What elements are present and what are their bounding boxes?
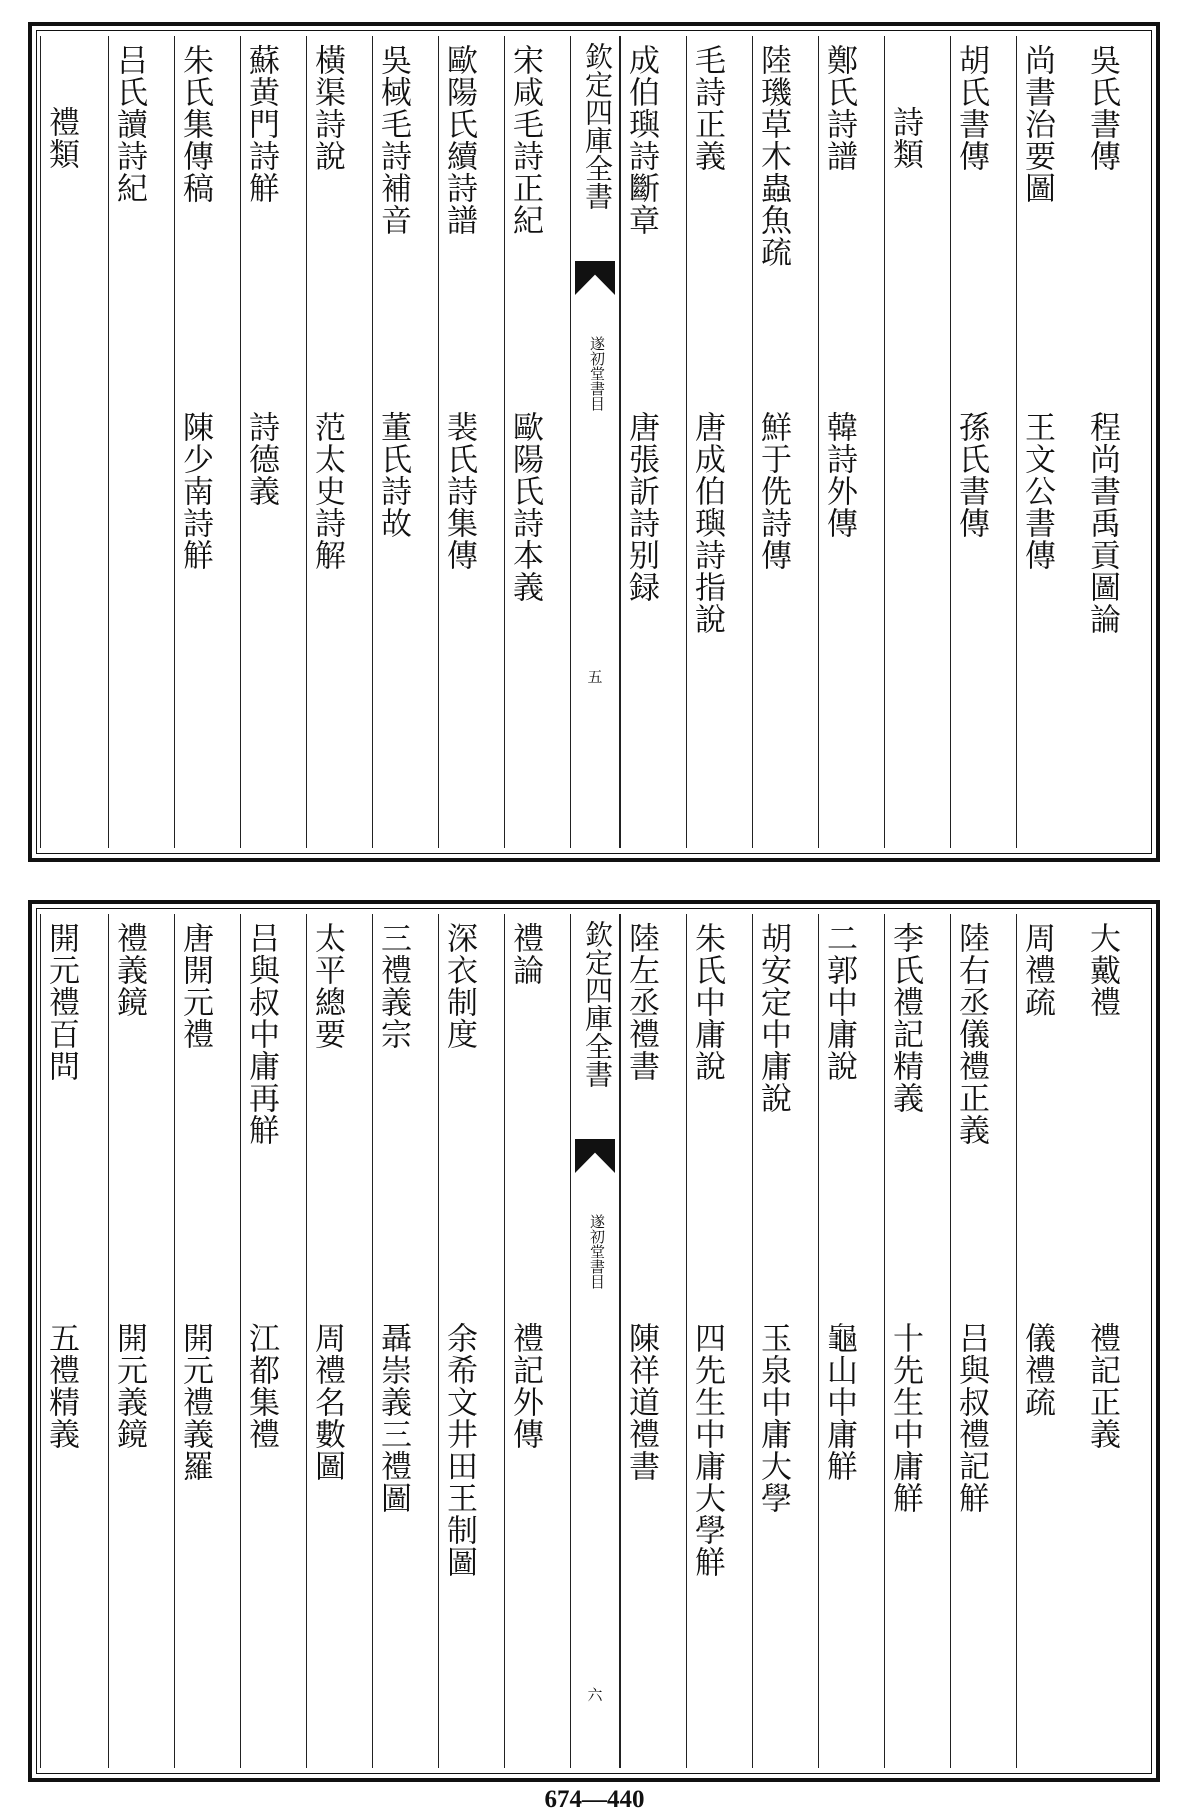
entry-title: 唐開元禮 <box>177 922 213 1050</box>
banxin-book-title: 遂初堂書目 <box>588 336 606 411</box>
entry-title: 胡氏書傳 <box>953 44 989 172</box>
entry-title: 董氏詩故 <box>375 411 411 539</box>
entry-title: 陸右丞儀禮正義 <box>953 922 989 1146</box>
text-column <box>950 36 1016 848</box>
entry-title: 余希文井田王制圖 <box>441 1322 477 1578</box>
text-column <box>884 36 950 848</box>
text-column <box>818 36 884 848</box>
entry-title: 儀禮疏 <box>1019 1322 1055 1418</box>
entry-title: 禮論 <box>507 922 543 986</box>
entry-title: 深衣制度 <box>441 922 477 1050</box>
entry-title: 朱氏集傳稿 <box>177 44 213 204</box>
entry-title: 開元禮百問 <box>43 922 79 1082</box>
text-column <box>884 914 950 1768</box>
entry-title: 胡安定中庸說 <box>755 922 791 1114</box>
text-column <box>504 36 570 848</box>
entry-title: 吳棫毛詩補音 <box>375 44 411 236</box>
entry-title: 二郭中庸說 <box>821 922 857 1082</box>
entry-title: 十先生中庸觧 <box>887 1322 923 1514</box>
entry-title: 宋咸毛詩正紀 <box>507 44 543 236</box>
entry-title: 朱氏中庸說 <box>689 922 725 1082</box>
text-column <box>1016 36 1082 848</box>
fish-tail-mark <box>575 1139 615 1173</box>
banxin-title: 欽定四庫全書 <box>581 920 614 1088</box>
entry-title: 程尚書禹貢圖論 <box>1084 411 1120 635</box>
text-column <box>372 914 438 1768</box>
entry-title: 李氏禮記精義 <box>887 922 923 1114</box>
entry-title: 成伯璵詩斷章 <box>623 44 659 236</box>
text-column <box>1082 36 1148 848</box>
text-column <box>686 36 752 848</box>
entry-title: 四先生中庸大學觧 <box>689 1322 725 1578</box>
page-number: 674—440 <box>544 1786 645 1813</box>
top-page-panel <box>28 22 1160 862</box>
entry-title: 陸左丞禮書 <box>623 922 659 1082</box>
entry-title: 聶崇義三禮圖 <box>375 1322 411 1514</box>
entry-title: 開元禮義羅 <box>177 1322 213 1482</box>
text-column <box>620 36 686 848</box>
text-column <box>40 914 108 1768</box>
text-column <box>1082 914 1148 1768</box>
entry-title: 五禮精義 <box>43 1322 79 1450</box>
center-fold-banxin <box>570 36 620 848</box>
entry-title: 太平總要 <box>309 922 345 1050</box>
text-column <box>1016 914 1082 1768</box>
entry-title: 尚書治要圖 <box>1019 44 1055 204</box>
entry-title: 周禮名數圖 <box>309 1322 345 1482</box>
text-column <box>306 914 372 1768</box>
text-column <box>950 914 1016 1768</box>
text-column <box>686 914 752 1768</box>
entry-title: 鮮于侁詩傳 <box>755 411 791 571</box>
entry-title: 大戴禮 <box>1084 922 1120 1018</box>
entry-title: 開元義鏡 <box>111 1322 147 1450</box>
text-column <box>108 914 174 1768</box>
text-column <box>40 36 108 848</box>
leaf-number: 五 <box>587 668 603 686</box>
entry-title: 唐張訢詩别録 <box>623 411 659 603</box>
entry-title: 禮義鏡 <box>111 922 147 1018</box>
text-column <box>504 914 570 1768</box>
category-heading: 詩類 <box>887 106 923 170</box>
text-column <box>108 36 174 848</box>
entry-title: 江都集禮 <box>243 1322 279 1450</box>
entry-title: 玉泉中庸大學 <box>755 1322 791 1514</box>
entry-title: 吕氏讀詩紀 <box>111 44 147 204</box>
entry-title: 鄭氏詩譜 <box>821 44 857 172</box>
entry-title: 橫渠詩說 <box>309 44 345 172</box>
entry-title: 吳氏書傳 <box>1084 44 1120 172</box>
text-column <box>752 36 818 848</box>
entry-title: 孫氏書傳 <box>953 411 989 539</box>
entry-title: 陳祥道禮書 <box>623 1322 659 1482</box>
entry-title: 范太史詩解 <box>309 411 345 571</box>
entry-title: 禮記正義 <box>1084 1322 1120 1450</box>
text-column <box>240 914 306 1768</box>
entry-title: 詩德義 <box>243 411 279 507</box>
text-column <box>174 914 240 1768</box>
center-fold-banxin <box>570 914 620 1768</box>
entry-title: 周禮疏 <box>1019 922 1055 1018</box>
text-column <box>372 36 438 848</box>
text-column <box>620 914 686 1768</box>
banxin-book-title: 遂初堂書目 <box>588 1214 606 1289</box>
entry-title: 禮記外傳 <box>507 1322 543 1450</box>
entry-title: 唐成伯璵詩指說 <box>689 411 725 635</box>
entry-title: 王文公書傳 <box>1019 411 1055 571</box>
text-column <box>752 914 818 1768</box>
entry-title: 吕與叔中庸再觧 <box>243 922 279 1146</box>
text-column <box>438 36 504 848</box>
entry-title: 韓詩外傳 <box>821 411 857 539</box>
entry-title: 三禮義宗 <box>375 922 411 1050</box>
entry-title: 陳少南詩觧 <box>177 411 213 571</box>
text-column <box>818 914 884 1768</box>
entry-title: 蘇黄門詩觧 <box>243 44 279 204</box>
entry-title: 毛詩正義 <box>689 44 725 172</box>
entry-title: 陸璣草木蟲魚疏 <box>755 44 791 268</box>
bottom-page-panel <box>28 900 1160 1782</box>
category-heading: 禮類 <box>43 106 79 170</box>
entry-title: 歐陽氏詩本義 <box>507 411 543 603</box>
text-column <box>174 36 240 848</box>
text-column <box>438 914 504 1768</box>
text-column <box>306 36 372 848</box>
entry-title: 歐陽氏續詩譜 <box>441 44 477 236</box>
entry-title: 吕與叔禮記觧 <box>953 1322 989 1514</box>
entry-title: 龜山中庸觧 <box>821 1322 857 1482</box>
leaf-number: 六 <box>587 1686 603 1704</box>
fish-tail-mark <box>575 261 615 295</box>
text-column <box>240 36 306 848</box>
banxin-title: 欽定四庫全書 <box>581 42 614 210</box>
entry-title: 裴氏詩集傳 <box>441 411 477 571</box>
